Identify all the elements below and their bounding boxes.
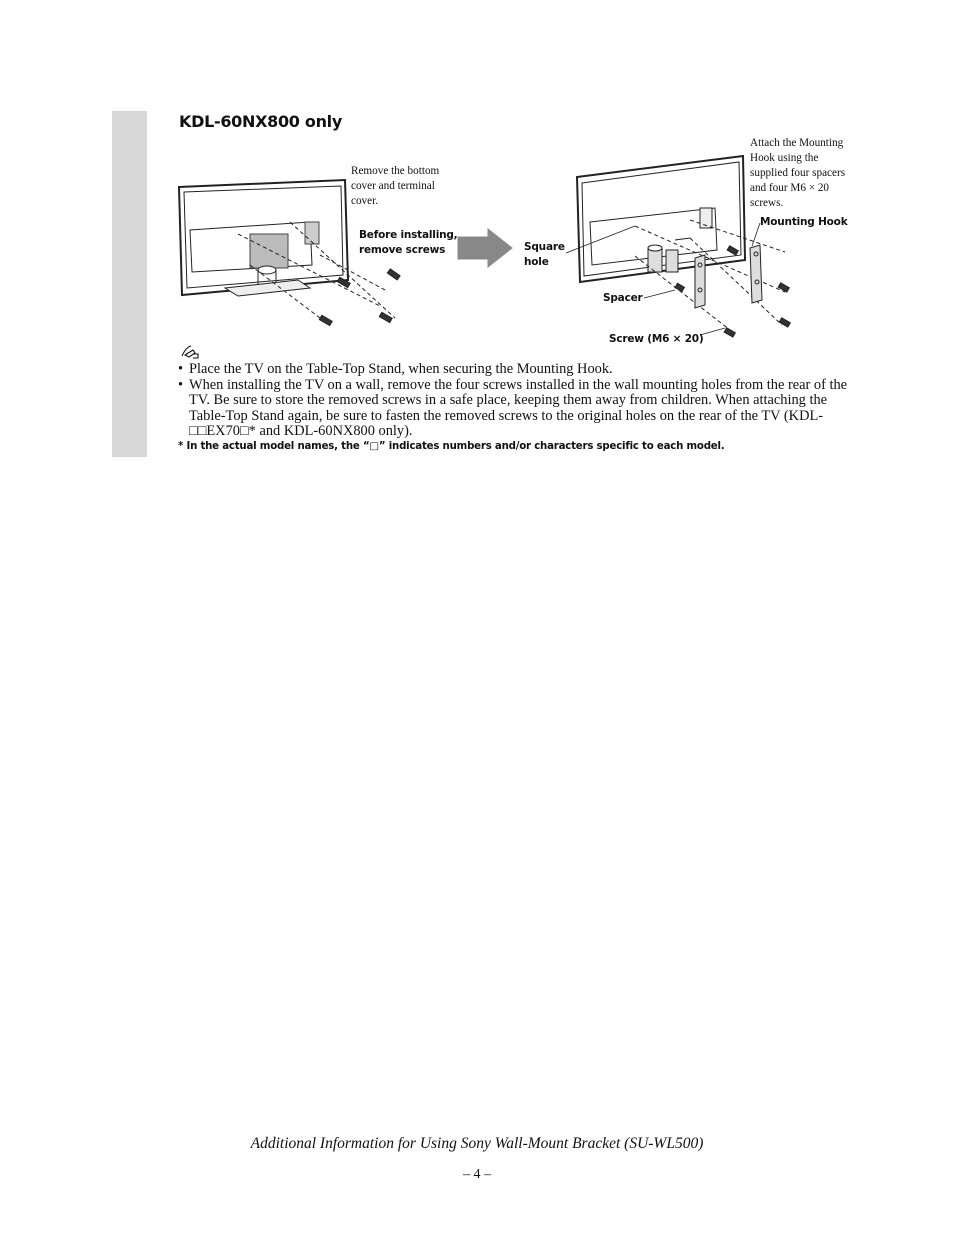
- mounting-hook: [695, 245, 762, 308]
- note-bullets: [177, 362, 857, 440]
- page-number: – 4 –: [463, 1167, 491, 1182]
- footnote: * In the actual model names, the “□” indicates numbers and/or characters specific to each model.: [178, 441, 725, 452]
- screw-lines-right: [635, 220, 785, 330]
- caption-line: cover and terminal: [351, 180, 435, 192]
- screws-left: [319, 269, 400, 326]
- square-hole-label: [524, 240, 565, 270]
- mounting-hook-label: Mounting Hook: [760, 216, 848, 228]
- side-tab-bar: [112, 111, 147, 457]
- arrow-icon: [458, 229, 512, 267]
- caption-line: cover.: [351, 195, 379, 207]
- label-line: remove screws: [359, 244, 446, 256]
- caption-line: Hook using the: [750, 152, 819, 164]
- caption-line: screws.: [750, 197, 784, 209]
- before-installing-label: [359, 228, 457, 258]
- writing-hand-note-icon: [180, 343, 200, 359]
- spacer-label: Spacer: [603, 292, 643, 304]
- screws-right: [675, 246, 790, 337]
- bullet-item: • Place the TV on the Table-Top Stand, when securing the Mounting Hook.: [177, 362, 857, 378]
- remove-cover-caption: [351, 164, 439, 209]
- section-title: KDL-60NX800 only: [179, 112, 342, 131]
- caption-line: and four M6 × 20: [750, 182, 830, 194]
- label-line: Before installing,: [359, 229, 458, 241]
- screw-label: Screw (M6 × 20): [609, 333, 704, 345]
- caption-line: Remove the bottom: [351, 165, 440, 177]
- caption-line: Attach the Mounting: [750, 137, 844, 149]
- caption-line: supplied four spacers: [750, 167, 846, 179]
- tv-rear-left: [179, 180, 348, 296]
- label-line: Square: [524, 241, 565, 253]
- bullet-item: • When installing the TV on a wall, remove the four screws installed in the wall mounting holes from the rear of the TV. Be sure to store the removed screws in a safe place, keeping them away from children. When attaching the Table-Top Stand again, be sure to fasten the removed screws to the original holes on the rear of the TV (KDL-□□EX70□* and KDL-60NX800 only).: [177, 378, 857, 440]
- attach-caption: [750, 136, 845, 211]
- footer-title: Additional Information for Using Sony Wall-Mount Bracket (SU-WL500): [250, 1135, 704, 1152]
- label-line: hole: [524, 256, 549, 268]
